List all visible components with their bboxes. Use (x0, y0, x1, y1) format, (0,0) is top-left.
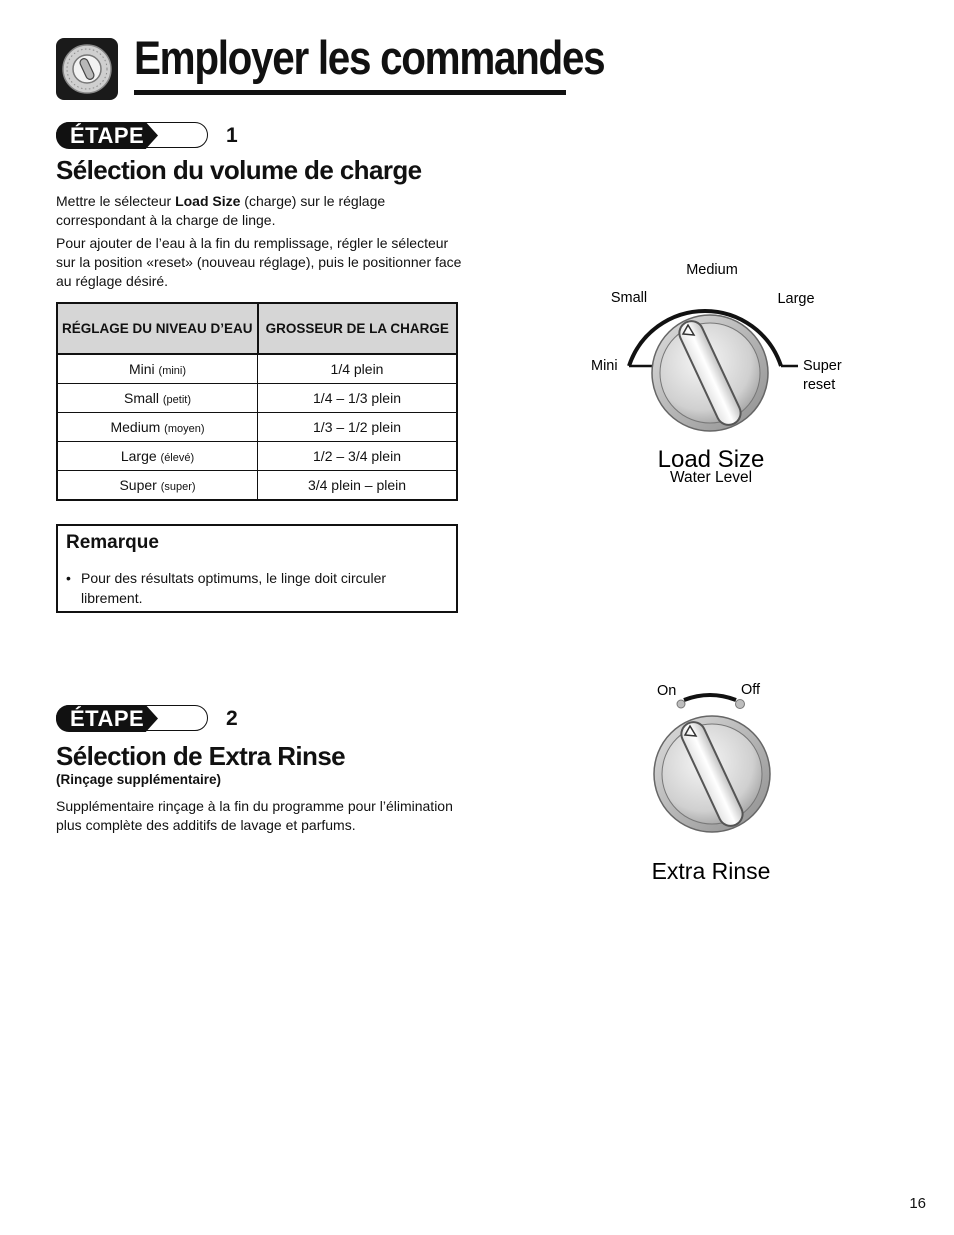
dial-name: Load Size (657, 446, 765, 473)
water-level-table (56, 302, 458, 501)
load-cell: 1/4 – 1/3 plein (258, 384, 458, 413)
title-rule (134, 90, 566, 95)
label-small: Small (610, 290, 648, 306)
step-badge-label: ÉTAPE (70, 123, 145, 148)
setting-cell (57, 442, 258, 471)
column-header-setting: RÉGLAGE DU NIVEAU D’EAU (57, 303, 258, 354)
label-large: Large (777, 291, 815, 307)
label-on: On (657, 683, 677, 699)
label-medium: Medium (686, 262, 738, 278)
setting-name: Small (123, 390, 159, 406)
setting-name: Medium (110, 419, 161, 435)
page-title: Employer les commandes (134, 31, 605, 84)
label-mini: Mini (591, 358, 618, 374)
dial-subname: Water Level (669, 469, 753, 486)
remark-box (56, 524, 458, 613)
remark-title: Remarque (66, 532, 159, 553)
dial-name: Extra Rinse (651, 858, 771, 884)
setting-cell (57, 354, 258, 384)
setting-name: Large (120, 448, 157, 464)
load-cell: 1/2 – 3/4 plein (258, 442, 458, 471)
step-1-paragraph-2: Pour ajouter de l’eau à la fin du remplissage, régler le sélecteur sur la position «reset» (nouveau réglage), puis le positionner face au réglage désiré. (56, 235, 462, 289)
load-cell: 3/4 plein – plein (258, 471, 458, 501)
setting-cell (57, 384, 258, 413)
setting-note: (moyen) (164, 423, 205, 435)
step-1-paragraph-1 (56, 192, 466, 230)
control-knob-icon (56, 38, 118, 100)
table-row (57, 442, 457, 471)
load-cell: 1/4 plein (258, 354, 458, 384)
table-row (57, 384, 457, 413)
label-super: Super (803, 358, 842, 374)
setting-note: (élevé) (160, 452, 195, 464)
step-1-heading: Sélection du volume de charge (56, 155, 422, 185)
setting-note: (mini) (158, 365, 187, 377)
setting-cell (57, 413, 258, 442)
off-dot (736, 700, 745, 709)
para-text: Mettre le sélecteur (56, 193, 176, 209)
load-size-dial (580, 255, 860, 495)
step-2-badge: ÉTAPE 2 (56, 705, 208, 731)
setting-cell (57, 471, 258, 501)
step-1-badge: ÉTAPE 1 (56, 122, 208, 148)
table-header-row (57, 303, 457, 354)
bullet: • (66, 570, 71, 586)
setting-note: (petit) (162, 394, 192, 406)
table-row (57, 471, 457, 501)
step-2-subheading: (Rinçage supplémentaire) (56, 772, 222, 787)
label-reset: reset (803, 377, 836, 393)
para-text: (charge) sur le réglage correspondant à la charge de linge. (56, 193, 386, 228)
table-row (57, 354, 457, 384)
step-badge-label: ÉTAPE (70, 706, 145, 731)
setting-note: (super) (160, 481, 196, 493)
load-cell: 1/3 – 1/2 plein (258, 413, 458, 442)
step-2-paragraph: Supplémentaire rinçage à la fin du programme pour l’élimination plus complète des additifs de lavage et parfums. (56, 798, 453, 833)
on-off-arc (684, 695, 736, 700)
setting-name: Mini (128, 361, 155, 377)
remark-item (66, 568, 436, 608)
column-header-load: GROSSEUR DE LA CHARGE (258, 303, 458, 354)
remark-text: Pour des résultats optimums, le linge doit circuler librement. (81, 570, 387, 606)
extra-rinse-dial (620, 678, 800, 893)
setting-name: Super (119, 477, 157, 493)
label-off: Off (741, 682, 761, 698)
load-size-term: Load Size (175, 193, 241, 209)
page-number: 16 (909, 1195, 926, 1212)
table-row (57, 413, 457, 442)
step-2-heading: Sélection de Extra Rinse (56, 741, 346, 771)
on-dot (677, 700, 685, 708)
